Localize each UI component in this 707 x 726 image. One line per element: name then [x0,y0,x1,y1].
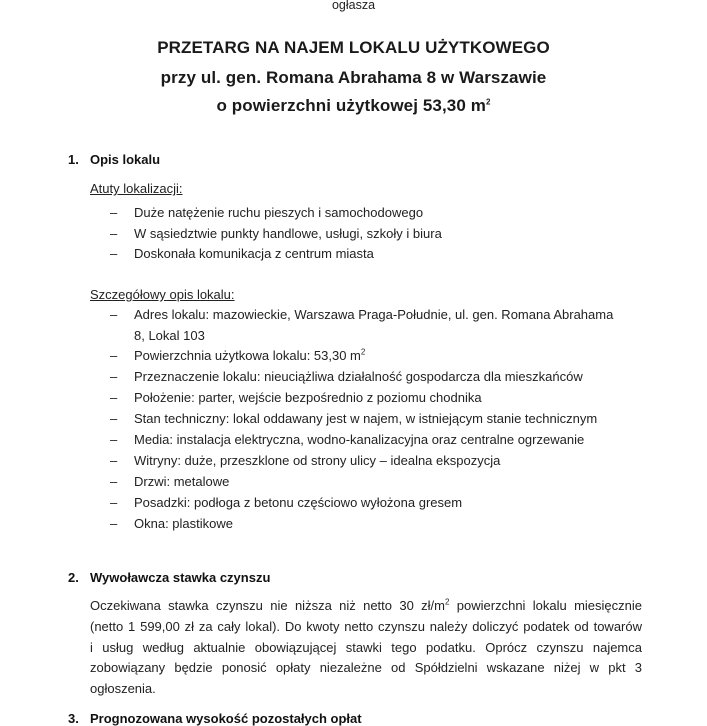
opis-item: – Przeznaczenie lokalu: nieuciążliwa działalność gospodarcza dla mieszkańców [110,369,583,384]
opis-item: – Stan techniczny: lokal oddawany jest w najem, w istniejącym stanie technicznym [110,411,598,426]
announce-text: ogłasza [331,0,376,12]
section-2-paragraph-line: zobowiązany będzie ponosić opłaty niezależne od Spółdzielni wskazane niżej w pkt 3 [90,660,642,675]
atuty-item: – W sąsiedztwie punkty handlowe, usługi, szkoły i biura [110,226,442,241]
title-line-1: PRZETARG NA NAJEM LOKALU UŻYTKOWEGO [157,38,550,57]
section-3-heading: 3. Prognozowana wysokość pozostałych opłat [68,711,362,726]
opis-item: – Drzwi: metalowe [110,474,230,489]
atuty-label: Atuty lokalizacji: [90,181,183,196]
opis-item: – Media: instalacja elektryczna, wodno-kanalizacyjna oraz centralne ogrzewanie [110,432,585,447]
title-line-2: przy ul. gen. Romana Abrahama 8 w Warszawie [160,68,547,87]
opis-item: – Witryny: duże, przeszklone od strony ulicy – idealna ekspozycja [110,453,501,468]
section-2-paragraph-line: ogłoszenia. [90,681,156,696]
title-line-3: o powierzchni użytkowej 53,30 $m^2$ [216,96,491,115]
opis-item: – Posadzki: podłoga z betonu częściowo wyłożona gresem [110,495,463,510]
opis-item: – Okna: plastikowe [110,516,233,531]
opis-item-address: – Adres lokalu: mazowieckie, Warszawa Praga-Południe, ul. gen. Romana Abrahama [110,307,614,322]
section-2-paragraph-line: (netto 1 599,00 zł za cały lokal). Do kwoty netto czynszu należy doliczyć podatek od towarów [90,619,642,634]
opis-label: Szczegółowy opis lokalu: [90,287,235,302]
section-2-paragraph-line: Oczekiwana stawka czynszu nie niższa niż netto 30 $zł/m^2$ powierzchni lokalu miesięcznie [90,597,643,613]
opis-item-address-cont: 8, Lokal 103 [134,328,205,343]
atuty-item: – Doskonała komunikacja z centrum miasta [110,246,374,261]
opis-item: – Położenie: parter, wejście bezpośrednio z poziomu chodnika [110,390,482,405]
section-2-heading: 2. Wywoławcza stawka czynszu [68,570,271,585]
opis-item-area: – Powierzchnia użytkowa lokalu: 53,30 $m^2$ [110,347,366,363]
section-1-heading: 1. Opis lokalu [68,152,161,167]
atuty-item: – Duże natężenie ruchu pieszych i samochodowego [110,205,424,220]
section-2-paragraph-line: i usług według aktualnie obowiązującej stawki tego podatku. Oprócz czynszu najemca [90,640,642,655]
